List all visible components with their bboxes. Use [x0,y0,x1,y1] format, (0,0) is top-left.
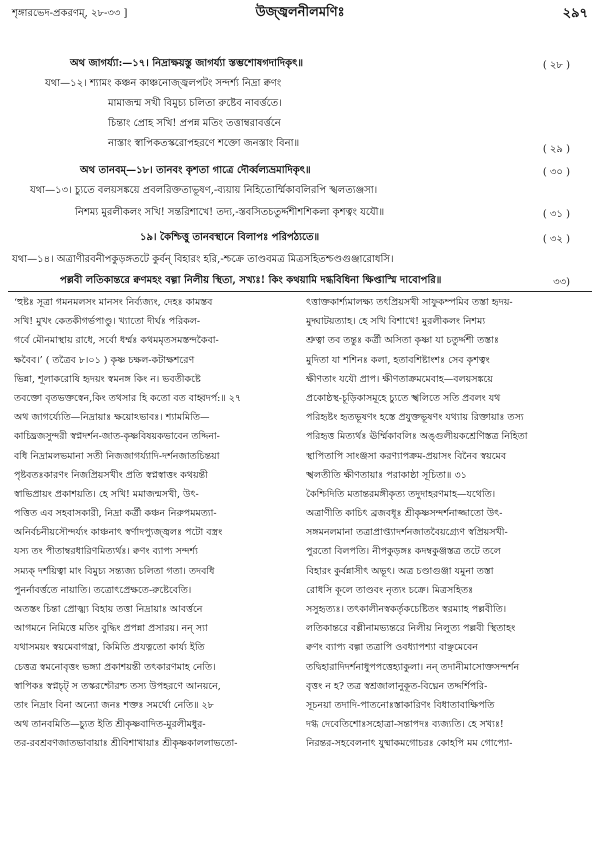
commentary-line: ‘হুষ্টঃ সূত্রা গমনমলসং মানসং নির্ব্যজ্যং, দেহঃ কামস্তব [14,297,213,308]
commentary-line: আগমনে নিমিত্তে মতিং বুদ্ধিং প্রপন্না প্রসারয়। নন্ স্যা [14,623,208,635]
verse-heading: অথ তানবম্—১৮। তানবং কৃশতা গাত্রে দৌর্ব্বল্যভ্রমাদিকৃৎ॥ [80,165,311,176]
commentary-line: কৈশ্চিদিতি মতান্তরমঙ্গীকৃত্য তদুদাহরণমাহ—যথেতি। [306,488,496,500]
commentary-line: মুদিতা যা শশিনঃ কলা, হতাবশিষ্টাংশঃ সেব কৃশত্বং [306,354,490,366]
verse-line: মামাজন্ম সখী বিমুচ্য চলিতা রুষ্টেব নাবর্ত্ততে। [108,98,282,109]
verse-line: যথা—১৪। অত্রাণীরবনীপকুড়ঙ্গতটে কুর্বন্ বিহারং হরি,-শ্চক্রে তাণ্ডবমত্র মিত্রসহিতশ্চণ্ডগুঞ্জারোধসি। [12,254,394,265]
commentary-line: পরিহৃষ্টং হৃতভূষণং হস্তে প্রযুক্তভূষণং যথ্যায় রিক্তায়াঃ তস্য [306,412,524,424]
commentary-line: বধি নিদ্রামলভমানা সতী নিজজাগর্য্যাদি-দর্শনজাতচিন্তয়া [14,450,220,462]
commentary-line: যস্য তং পীতাম্বরধারিণমিত্যর্থঃ। ক্বণং ব্যাপ্য সন্দর্শ্য [14,546,198,558]
commentary-line: গর্বে মৌনমাস্থায় রাধে, সর্বো ধর্ম্মঃ কথমমৃতসমস্তন্দকৈবা- [14,335,219,347]
commentary-right-column [306,293,588,754]
commentary-line: কাচিদ্ব্রজসুন্দরী স্বপ্নদর্শন-জাত-কৃষ্ণবিষয়কভাবেন তদ্দিনা- [14,431,220,443]
verse-number: ( ২৮ ) [542,60,570,71]
commentary-line: ক্বণং ব্যাপ্য বল্গা তত্রাপি ওবধ্যাপশ্যা বাঞ্ছমেবেন [306,642,478,654]
commentary-line: অত্রাণীতি কাচিৎ ব্রজবধূঃ শ্রীকৃষ্ণসন্দর্শনাজ্জাতো উৎ- [306,508,503,520]
verse-line: নাস্তাং স্বাপিকতস্করোপহরণে শক্তো জনস্তাং বিনা॥ [108,138,300,149]
verse-line: চিন্তাং প্রোহ সখি! প্রপন্ন মতিং তত্তাম্বরাবর্ত্তনে [108,118,281,129]
commentary-line: লতিকান্তরে বল্লীনামভ্যন্তরে নিলীয় নিলুত্য পল্লবী স্থিতাহং [306,623,516,635]
commentary-line: পুরতো বিলপতি। নীপকুড়ঙ্গঃ কদম্বকুঞ্জস্তত্র তটে তলে [306,546,501,558]
commentary-line: তাং নিদ্রাং বিনা অন্যো জনঃ শক্তঃ সমর্থো নেতি॥ ২৮ [14,699,214,711]
commentary-line: সসুহৃত্যঃ। তৎকালীনস্বকর্তৃকচেষ্টিতং স্বরম্যাহ পল্লবীতি। [306,604,507,615]
verse-line: যথা—১২। শ্যামং কঞ্চন কাঞ্চনোজ্জ্বলপটং সন্দর্শ্য নিদ্রা ক্বণং [45,78,282,89]
commentary-line: পরিহৃত্ত মিত্যর্থঃ ঊর্ম্মিকাবলিঃ অঙ্গুলীয়কশ্রেণিস্তত্র নিহিতা [306,431,528,443]
commentary-line: সঙ্গমনলমানা তত্রাপ্রাপ্ত্যাদর্শনজাতবৈয়গ্র্যেণ স্বপ্রিয়সখী- [306,527,508,539]
verse-heading: অথ জাগর্য্যা:—১৭। নিদ্রাক্ষয়স্তু জাগর্য্যা স্তম্ভশোষগদাদিকৃৎ॥ [70,58,304,69]
commentary-line: মুদ্ঘাটয়ত্যাহ। হে সখি বিশাখে! মুরলীকলং নিশম্য [306,316,486,328]
verse-number: ( ৩০ ) [542,167,570,178]
verse-line: নিশম্য মুরলীকলং সখি! সন্তরিশাখে! তদ্য,-স্তবসিতচতুর্দ্দশীশশিকলা কৃশত্বং যযৌ॥ [75,207,385,218]
commentary-line: চেত্তত্র স্বমনোবৃত্তং ভঙ্গ্যা প্রকাশয়ন্তী তৎকারণমাহ নেতি। [14,661,216,673]
section-divider [8,291,592,292]
commentary-line: অনির্বচনীয়সৌন্দর্য্যং কাঞ্চনাৎ স্বর্ণাদপ্যুজ্জ্বলঃ পটো বস্ত্রং [14,527,223,539]
commentary-line: দগ্ধ দেবেতিশোঃসহোত্রা-সন্তাপদঃ ব্যজ্যতি। হে সখ্যঃ! [306,719,504,731]
commentary-line: সখি! মুখং কেতকীগর্ভপাণ্ডু। খ্যাতো দীর্ঘঃ পরিকল- [14,316,201,328]
verse-line: পল্লবী লতিকান্তরে ক্বণমহং বল্গা নিলীয় স্থিতা, সখ্যঃ! কিং কথয়ামি দগ্ধবিধিনা ক্ষিপ্তাস্মি দাবোপরি॥ [60,275,442,286]
commentary-line: স্বাভিপ্রায়ং প্রকাশয়তি। হে সখি! মমাজন্মসখী, উৎ- [14,488,199,500]
chapter-reference: শৃঙ্গারভেদ-প্রকরণম্, ২৮-৩৩ ] [12,8,128,19]
verse-number: ( ৩২ ) [542,234,570,245]
commentary-line: বৃত্তং ন হ? তত্র স্বশ্রজালানুকূত-বিঘ্নেন তদ্দর্শিপরি- [306,680,488,692]
verse-line: যথা—১৩। চ্যুতে বলয়সঙ্কয়ে প্রবলরিক্ততাভূষণ,-ব্যয়ায় নিহিতোর্ম্মিকাবলিরপি স্খলত্যঞ্জসা। [30,185,378,196]
commentary-line: স্খলতীতি ক্ষীণতায়াঃ পরাকাষ্ঠা সূচিতা॥ ৩১ [306,469,467,481]
commentary-line: তদ্বিহারাদিদর্শনাধুপপত্তেহ্যাকুলা। নন্ তদানীমাসোক্তসন্দর্শন [306,661,520,673]
commentary-line: ভিন্না, শূলাকরোষি হৃদয়ং স্বমনঙ্গ কিং ন। ভবতীকষ্টে [14,373,201,385]
commentary-left-column [14,293,296,754]
commentary-line: নিরন্তর-সহবেলনাৎ যুষ্মাকমগোচরঃ কোহপি মম গোপ্যো- [306,738,513,750]
commentary-line: ৎত্তাক্তকার্শ্যমালক্ষ্য তৎপ্রিয়সখী সাফুকম্পমিব তস্তা হৃদয়- [306,297,513,308]
commentary-line: তবক্তো বৃতভক্তস্বেন,কিং তথসার হি কতো বত বাহ্বদর্প:॥ ২৭ [14,392,242,404]
verse-heading: ১৯। কৈশ্চিত্তু তানবস্থানে বিলাপঃ পরিপঠ্যতে॥ [140,232,320,243]
verse-number: ৩৩) [553,277,570,288]
commentary-line: অথ জাগর্য্যেতি—নিদ্রায়াঃ ক্ষয়োঽভাবঃ। শ্যামমিতি— [14,412,210,424]
commentary-line: প্রকোষ্ঠস্থ-চূড়িকাসমূহে চ্যুতে স্খলিতে সতি প্রবলং যথ [306,392,501,404]
commentary-line: অথ তানবমিতি—চ্যুত ইতি শ্রীকৃষ্ণবাদিত-মুরলীমধুর- [14,719,206,731]
commentary-line: তর-রবশ্রবণজাতভাবায়াঃ শ্রীবিশাখায়াঃ শ্রীকৃষ্ণকাললাভতো- [14,738,238,750]
commentary-line: স্থাপিতাপি সাংঞ্জসা করণ্যাপক্রম-প্রয়াসং বিনৈব স্বয়মেব [306,450,507,462]
commentary-line: রোধসি কূলে তাণ্ডবং নৃত্যং চক্রে। মিত্রসহিতঃ [306,584,474,596]
commentary-line: পৃষ্টবতঃকারণং নিজপ্রিয়সখীং প্রতি স্বপ্নস্বাত্তং কথয়ন্তী [14,469,208,481]
commentary-line: যথাসময়ং স্বয়মেবাগন্ত্রা, কিমিতি প্রযত্নতো কার্য্য ইতি [14,642,205,654]
commentary-line: পত্তিত এব সহবাসকারী, নিদ্রা কর্ত্রী কঞ্চন নিরুপমমত্যা- [14,508,217,520]
commentary-line: ক্ষবৈব।’ ( তত্রৈব ৮।০১ ) কৃষ্ণ চক্ষল-কটাক্ষশরেণ [14,354,195,366]
commentary-line: সম্যক্ দর্শয়িত্বা মাং বিমুচ্য সন্ত্যজ্য চলিতা গতা। তদবধি [14,565,215,577]
commentary-line: অতস্তং চিন্তা প্রোজ্ঝ্য বিহায় তত্তা নিদ্রায়াঃ আবর্ত্তনে [14,604,203,615]
verse-number: ( ২৯ ) [542,144,570,155]
commentary-line: বিহারং কুর্বন্নাসীৎ অভূৎ। অত্র চণ্ডাগুঞ্জা যমুনা তস্তা [306,565,494,577]
book-title: উজ্জ্বলনীলমণিঃ [255,5,345,20]
commentary-line: ক্ষীণতাং যযৌ প্রাপ। ক্ষীণতাক্রমমেবাহ—বলয়সঙ্কয়ে [306,373,493,385]
commentary-line: পুনর্নাবর্ত্ততে নায়াতি। তত্রোৎপ্রেক্ষতে-রুষ্টেবেতি। [14,584,192,596]
page-header [12,2,588,24]
commentary-line: শ্রুত্বা তব তন্তুঃ কর্ত্রী অসিতা কৃষ্ণা যা চতুর্দ্দশী তস্তাঃ [306,335,499,347]
page-number: ২৯৭ [562,6,588,21]
commentary-line: স্বাপিকঃ স্বপ্নচৃট্ স তস্করশ্চৌরশ্চ তস্য উপহরণে আনয়নে, [14,680,221,692]
verse-number: ( ৩১ ) [542,209,570,220]
commentary-line: সূচনয়া তদাদি-পাতনোঃস্তাকারিণং বিধাতাবাক্ষিপতি [306,699,495,711]
